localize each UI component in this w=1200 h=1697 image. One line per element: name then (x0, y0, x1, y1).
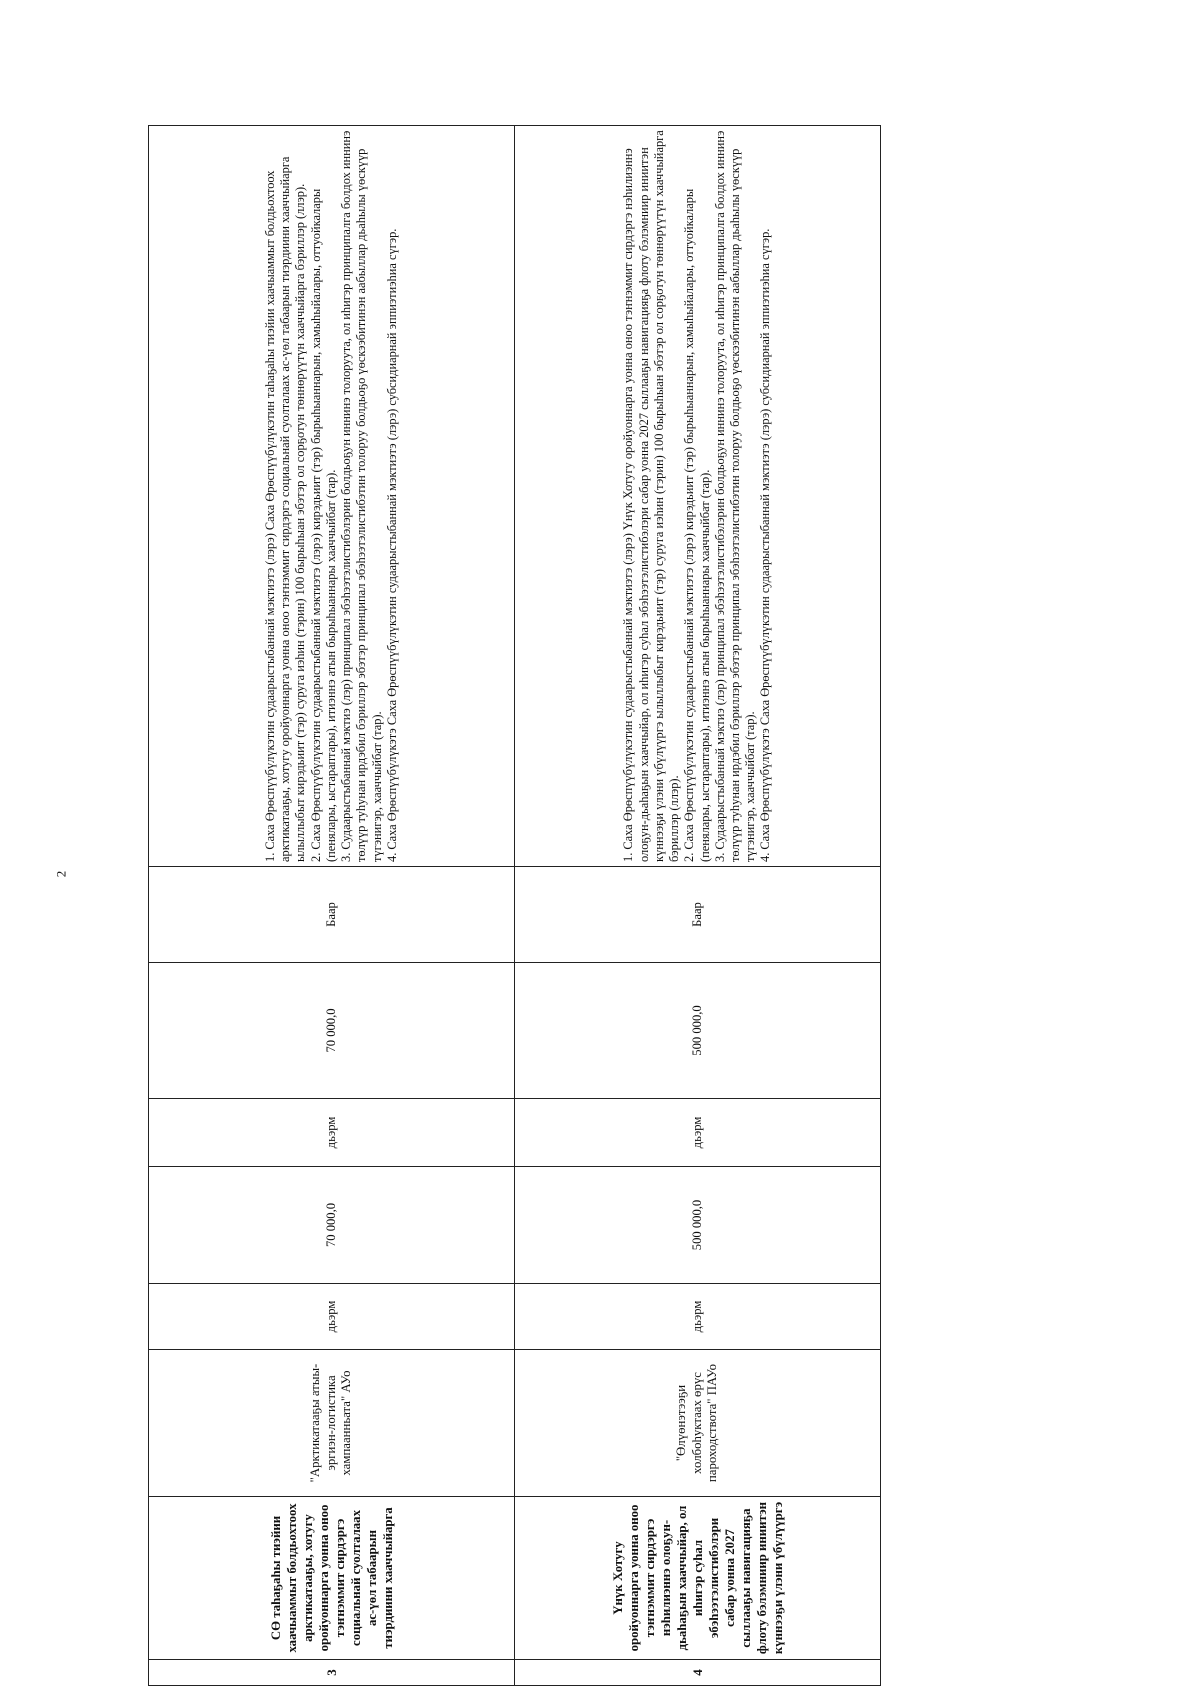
condition-item: 3. Судаарыстыбаннай мэктиэ (лэр) принципал эбэһээтэлистибэлэрин болдьоҕун иннинэ толоруута, ол иһигэр принципалга болдох иннинэ төлүүр туһунан ирдэбил бэриллэр эбэтэр принципал эбэһээтэлистибэтин толоруу болдьоҕо үөскээбитинэн аабыллар дьаһылы үөскүүр түгэнигэр, хааччыйбат (тар). (712, 130, 758, 862)
conditions-cell (149, 126, 515, 867)
condition-item: 1. Саха Өрөспүүбүлүкэтин судаарыстыбаннай мэктиэтэ (лэрэ) Үнүк Хотугу оройуоннарга уонна оноо тэҥнэммит сирдэргэ нэһилиэннэ олоҕун-дьаһаҕын хааччыйар, ол иһигэр суһал эбэһээтэлистибэлэри сабар уонна 2027 сыллааҕы навигацияҕа флоту бэлэмниир иниитэн күннээҕи үлэни үбүлүүргэ ылыллыбыт кирэдьиит (тэр) суруга иэһин (тэрин) 100 бырыһыан эбэтэр ол сорҕотун төннөрүүтүн хааччыйарга бэриллэр (ллэр). (621, 130, 682, 862)
recourse-cell: Баар (515, 867, 881, 963)
condition-item: 1. Саха Өрөспүүбүлүкэтин судаарыстыбаннай мэктиэтэ (лэрэ) Саха Өрөспүүбүлүкэтин таһаҕаһы тиэйии хаачыаммыт болдьохтоох арктикатааҕы, хотугу оройуоннарга уонна оноо тэҥнэммит сирдэргэ социальнай суолталаах ас-үөл табаарын тиэрдиини хааччыйарга ылыллыбыт кирэдьиит (тэр) суруга иэһин (тэрин) 100 бырыһыан эбэтэр ол сорҕотун төннөрүүтүн хааччыйарга бэриллэр (ллэр). (263, 156, 308, 862)
guarantee-table (148, 125, 881, 1686)
amount-cell: 500 000,0 (515, 1167, 881, 1284)
conditions-cell (515, 126, 881, 867)
purpose-cell: СӨ таһаҕаһы тиэйии хаачыаммыт болдьохтоох арктикатааҕы, хотугу оройуоннарга уонна оноо тэҥнэммит сирдэргэ социальнай суолталаах ас-үөл табаарын тиэрдиини хааччыйарга (149, 1497, 515, 1660)
condition-item: 2. Саха Өрөспүүбүлүкэтин судаарыстыбаннай мэктиэтэ (лэрэ) кирэдьиит (тэр) бырыһыаннарын, хамыһыйалары, оттуойкалары (пенялары, ыстараптары), итиэннэ атын бырыһыаннары хааччыйбат (тар). (682, 188, 712, 862)
principal-cell: "Өлүөнэтээҕи холбоһуктаах өрүс пароходствота" ПАУо (515, 1350, 881, 1497)
amount-cell: 70 000,0 (149, 1167, 515, 1284)
recourse-cell: Баар (149, 867, 515, 963)
rotated-table-wrapper (148, 126, 880, 1686)
row-number: 3 (149, 1660, 515, 1686)
amount-cell: 500 000,0 (515, 963, 881, 1099)
condition-item: 4. Саха Өрөспүүбүлүкэтэ Саха Өрөспүүбүлүкэтин судаарыстыбаннай мэктиэтэ (лэрэ) субсидиарнай эппиэтиэһиа сүгэр. (384, 228, 399, 862)
table-row (149, 126, 515, 1686)
principal-cell: "Арктикатааҕы атыы-эргиэн-логистика хампаанньата" АУо (149, 1350, 515, 1497)
currency-cell: дьэрм (149, 1099, 515, 1167)
page-number: 2 (53, 870, 69, 878)
row-number: 4 (515, 1660, 881, 1686)
condition-item: 4. Саха Өрөспүүбүлүкэтэ Саха Өрөспүүбүлүкэтин судаарыстыбаннай мэктиэтэ (лэрэ) субсидиарнай эппиэтиэһиа сүгэр. (758, 228, 773, 862)
currency-cell: дьэрм (515, 1099, 881, 1167)
purpose-cell: Үнүк Хотугу оройуоннарга уонна оноо тэҥнэммит сирдэргэ нэһилиэннэ олоҕун-дьаһаҕын хааччыйар, ол иһигэр суһал эбэһээтэлистибэлэри сабар уонна 2027 сыллааҕы навигацияҕа флоту бэлэмниир иниитэн күннээҕи үлэни үбүлүүргэ (515, 1497, 881, 1660)
amount-cell: 70 000,0 (149, 963, 515, 1099)
condition-item: 2. Саха Өрөспүүбүлүкэтин судаарыстыбаннай мэктиэтэ (лэрэ) кирэдьиит (тэр) бырыһыаннарын, хамыһыйалары, оттуойкалары (пенялары, ыстараптары), итиэннэ атын бырыһыаннары хааччыйбат (тар). (308, 188, 338, 862)
currency-cell: дьэрм (515, 1284, 881, 1350)
table-row (515, 126, 881, 1686)
currency-cell: дьэрм (149, 1284, 515, 1350)
condition-item: 3. Судаарыстыбаннай мэктиэ (лэр) принципал эбэһээтэлистибэлэрин болдьоҕун иннинэ толоруута, ол иһигэр принципалга болдох иннинэ төлүүр туһунан ирдэбил бэриллэр эбэтэр принципал эбэһээтэлистибэтин толоруу болдьоҕо үөскээбитинэн аабыллар дьаһылы үөскүүр түгэнигэр, хааччыйбат (тар). (339, 130, 384, 862)
